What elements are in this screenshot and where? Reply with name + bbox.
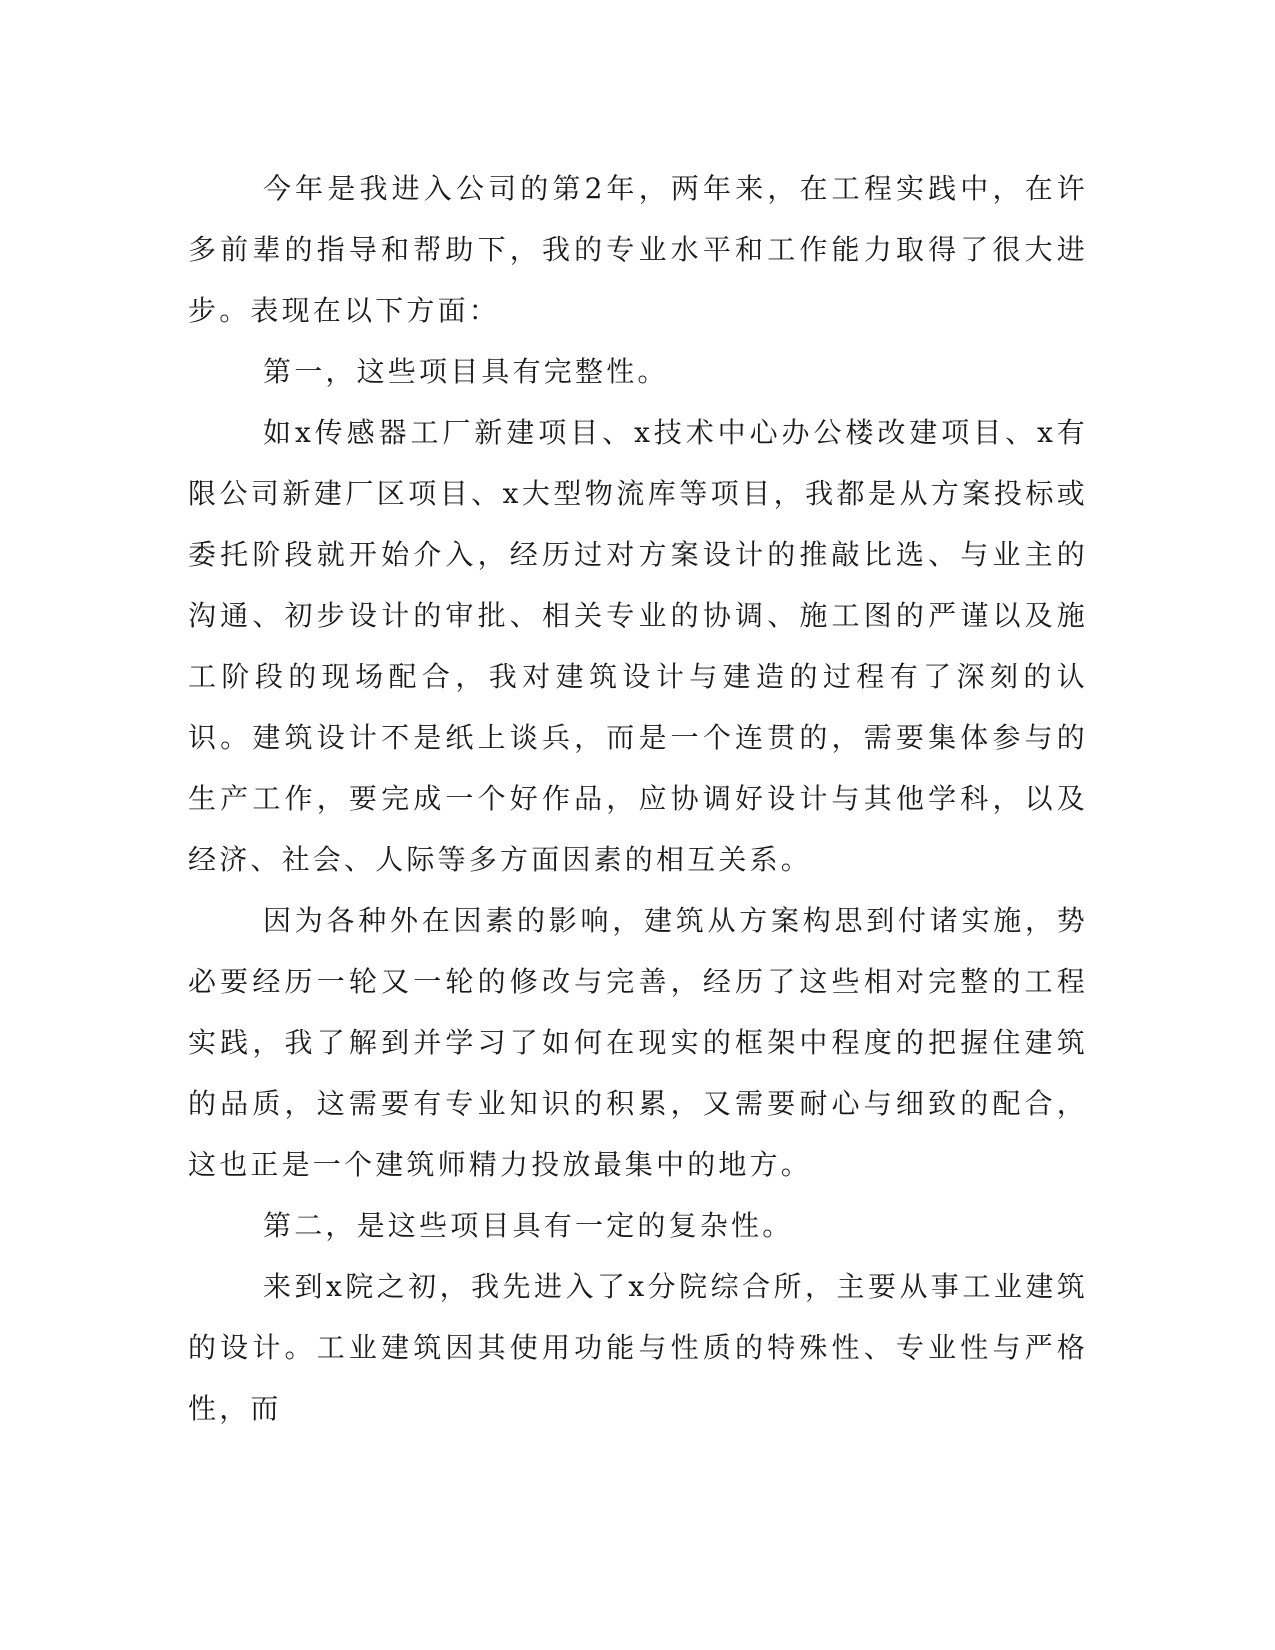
document-body <box>188 158 1088 1439</box>
paragraph-intro: 今年是我进入公司的第2年，两年来，在工程实践中，在许多前辈的指导和帮助下，我的专业水平和工作能力取得了很大进步。表现在以下方面： <box>188 172 1088 327</box>
paragraph-practice: 因为各种外在因素的影响，建筑从方案构思到付诸实施，势必要经历一轮又一轮的修改与完善，经历了这些相对完整的工程实践，我了解到并学习了如何在现实的框架中程度的把握住建筑的品质，这需要有专业知识的积累，又需要耐心与细致的配合，这也正是一个建筑师精力投放最集中的地方。 <box>188 904 1088 1181</box>
paragraph-projects: 如x传感器工厂新建项目、x技术中心办公楼改建项目、x有限公司新建厂区项目、x大型物流库等项目，我都是从方案投标或委托阶段就开始介入，经历过对方案设计的推敲比选、与业主的沟通、初步设计的审批、相关专业的协调、施工图的严谨以及施工阶段的现场配合，我对建筑设计与建造的过程有了深刻的认识。建筑设计不是纸上谈兵，而是一个连贯的，需要集体参与的生产工作，要完成一个好作品，应协调好设计与其他学科，以及经济、社会、人际等多方面因素的相互关系。 <box>188 416 1088 876</box>
paragraph-industrial: 来到x院之初，我先进入了x分院综合所，主要从事工业建筑的设计。工业建筑因其使用功能与性质的特殊性、专业性与严格性，而 <box>188 1270 1088 1425</box>
paragraph-point-two-heading: 第二，是这些项目具有一定的复杂性。 <box>263 1209 794 1242</box>
paragraph-point-one-heading: 第一，这些项目具有完整性。 <box>263 355 669 388</box>
